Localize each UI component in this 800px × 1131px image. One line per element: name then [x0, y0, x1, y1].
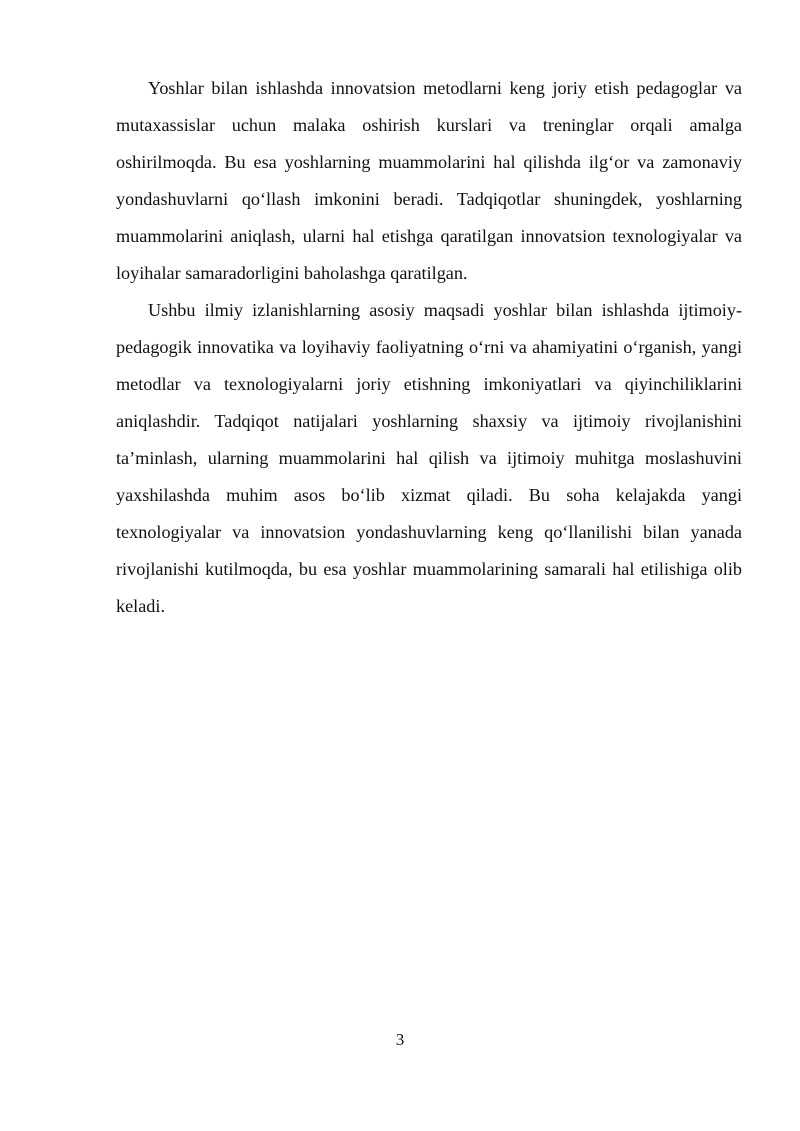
- page-number: 3: [395, 1030, 405, 1049]
- paragraph-2: Ushbu ilmiy izlanishlarning asosiy maqsadi yoshlar bilan ishlashda ijtimoiy-pedagogik innovatika va loyihaviy faoliyatning o‘rni va ahamiyatini o‘rganish, yangi metodlar va texnologiyalarni joriy etishning imkoniyatlari va qiyinchiliklarini aniqlashdir. Tadqiqot natijalari yoshlarning shaxsiy va ijtimoiy rivojlanishini ta’minlash, ularning muammolarini hal qilish va ijtimoiy muhitga moslashuvini yaxshilashda muhim asos bo‘lib xizmat qiladi. Bu soha kelajakda yangi texnologiyalar va innovatsion yondashuvlarning keng qo‘llanilishi bilan yanada rivojlanishi kutilmoqda, bu esa yoshlar muammolarining samarali hal etilishiga olib keladi.: [116, 300, 742, 616]
- body-text: [116, 70, 742, 625]
- paragraph-1: Yoshlar bilan ishlashda innovatsion metodlarni keng joriy etish pedagoglar va mutaxassislar uchun malaka oshirish kurslari va treninglar orqali amalga oshirilmoqda. Bu esa yoshlarning muammolarini hal qilishda ilg‘or va zamonaviy yondashuvlarni qo‘llash imkonini beradi. Tadqiqotlar shuningdek, yoshlarning muammolarini aniqlash, ularni hal etishga qaratilgan innovatsion texnologiyalar va loyihalar samaradorligini baholashga qaratilgan.: [116, 78, 742, 283]
